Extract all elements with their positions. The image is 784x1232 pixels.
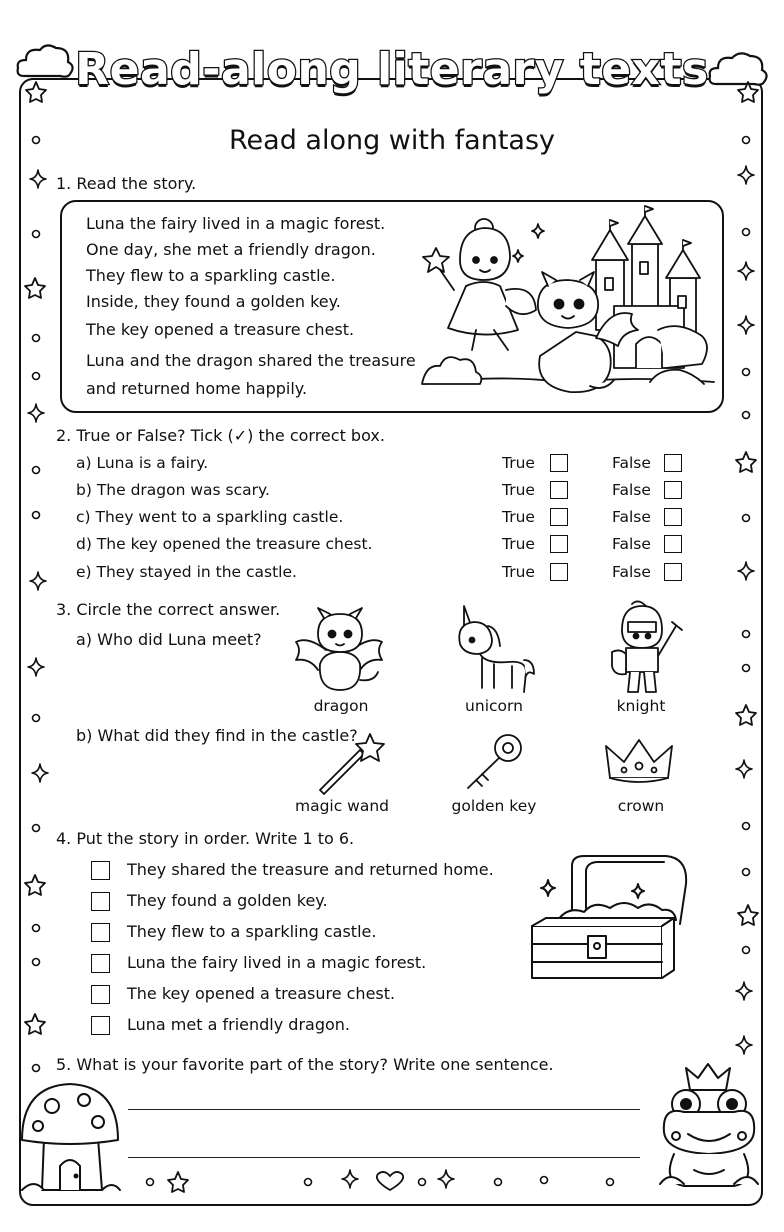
option-golden-key[interactable]: golden key [451, 797, 537, 815]
story-line: and returned home happily. [86, 379, 308, 398]
option-crown[interactable]: crown [617, 797, 665, 815]
order-item: Luna the fairy lived in a magic forest. [127, 953, 427, 972]
question-5-prompt: 5. What is your favorite part of the story? Write one sentence. [56, 1055, 554, 1074]
order-box-4[interactable] [91, 954, 110, 973]
statement-d: d) The key opened the treasure chest. [76, 535, 373, 553]
story-line: Luna and the dragon shared the treasure [86, 351, 416, 370]
true-checkbox-c[interactable] [550, 508, 568, 526]
false-label: False [612, 535, 651, 553]
true-label: True [502, 563, 535, 581]
true-label: True [502, 454, 535, 472]
question-1-prompt: 1. Read the story. [56, 174, 197, 193]
false-checkbox-d[interactable] [664, 535, 682, 553]
order-box-3[interactable] [91, 923, 110, 942]
order-item: Luna met a friendly dragon. [127, 1015, 350, 1034]
question-3b: b) What did they find in the castle? [76, 726, 358, 745]
magic-wand-icon[interactable] [314, 732, 386, 794]
story-line: Inside, they found a golden key. [86, 292, 341, 311]
option-dragon[interactable]: dragon [313, 697, 369, 715]
true-checkbox-a[interactable] [550, 454, 568, 472]
question-3-prompt: 3. Circle the correct answer. [56, 600, 281, 619]
order-item: The key opened a treasure chest. [127, 984, 396, 1003]
story-line: One day, she met a friendly dragon. [86, 240, 376, 259]
order-box-2[interactable] [91, 892, 110, 911]
golden-key-icon[interactable] [462, 732, 526, 792]
question-3a: a) Who did Luna meet? [76, 630, 262, 649]
true-checkbox-d[interactable] [550, 535, 568, 553]
option-unicorn[interactable]: unicorn [465, 697, 523, 715]
false-label: False [612, 508, 651, 526]
false-label: False [612, 563, 651, 581]
story-illustration [414, 206, 718, 408]
statement-e: e) They stayed in the castle. [76, 563, 297, 581]
true-label: True [502, 508, 535, 526]
statement-c: c) They went to a sparkling castle. [76, 508, 344, 526]
unicorn-icon[interactable] [454, 604, 536, 694]
false-checkbox-c[interactable] [664, 508, 682, 526]
mushroom-house-icon [18, 1082, 122, 1194]
order-box-5[interactable] [91, 985, 110, 1004]
question-2-prompt: 2. True or False? Tick (✓) the correct box. [56, 426, 385, 445]
order-box-1[interactable] [91, 861, 110, 880]
false-checkbox-b[interactable] [664, 481, 682, 499]
option-knight[interactable]: knight [616, 697, 666, 715]
false-checkbox-e[interactable] [664, 563, 682, 581]
statement-b: b) The dragon was scary. [76, 481, 270, 499]
question-4-prompt: 4. Put the story in order. Write 1 to 6. [56, 829, 355, 848]
false-checkbox-a[interactable] [664, 454, 682, 472]
statement-a: a) Luna is a fairy. [76, 454, 209, 472]
true-checkbox-e[interactable] [550, 563, 568, 581]
worksheet-subtitle: Read along with fantasy [228, 125, 556, 156]
story-line: They flew to a sparkling castle. [86, 266, 336, 285]
treasure-chest-icon [528, 854, 692, 984]
false-label: False [612, 454, 651, 472]
story-line: The key opened a treasure chest. [86, 320, 355, 339]
story-line: Luna the fairy lived in a magic forest. [86, 214, 386, 233]
true-checkbox-b[interactable] [550, 481, 568, 499]
false-label: False [612, 481, 651, 499]
order-item: They found a golden key. [127, 891, 328, 910]
option-magic-wand[interactable]: magic wand [294, 797, 390, 815]
order-item: They shared the treasure and returned home. [127, 860, 494, 879]
frog-prince-icon [654, 1062, 764, 1190]
true-label: True [502, 535, 535, 553]
worksheet-title: Read-along literary texts [75, 44, 709, 95]
order-item: They flew to a sparkling castle. [127, 922, 377, 941]
true-label: True [502, 481, 535, 499]
crown-icon[interactable] [604, 736, 674, 788]
answer-line-1[interactable] [128, 1109, 640, 1110]
order-box-6[interactable] [91, 1016, 110, 1035]
answer-line-2[interactable] [128, 1157, 640, 1158]
dragon-icon[interactable] [296, 608, 384, 694]
knight-icon[interactable] [608, 600, 686, 694]
